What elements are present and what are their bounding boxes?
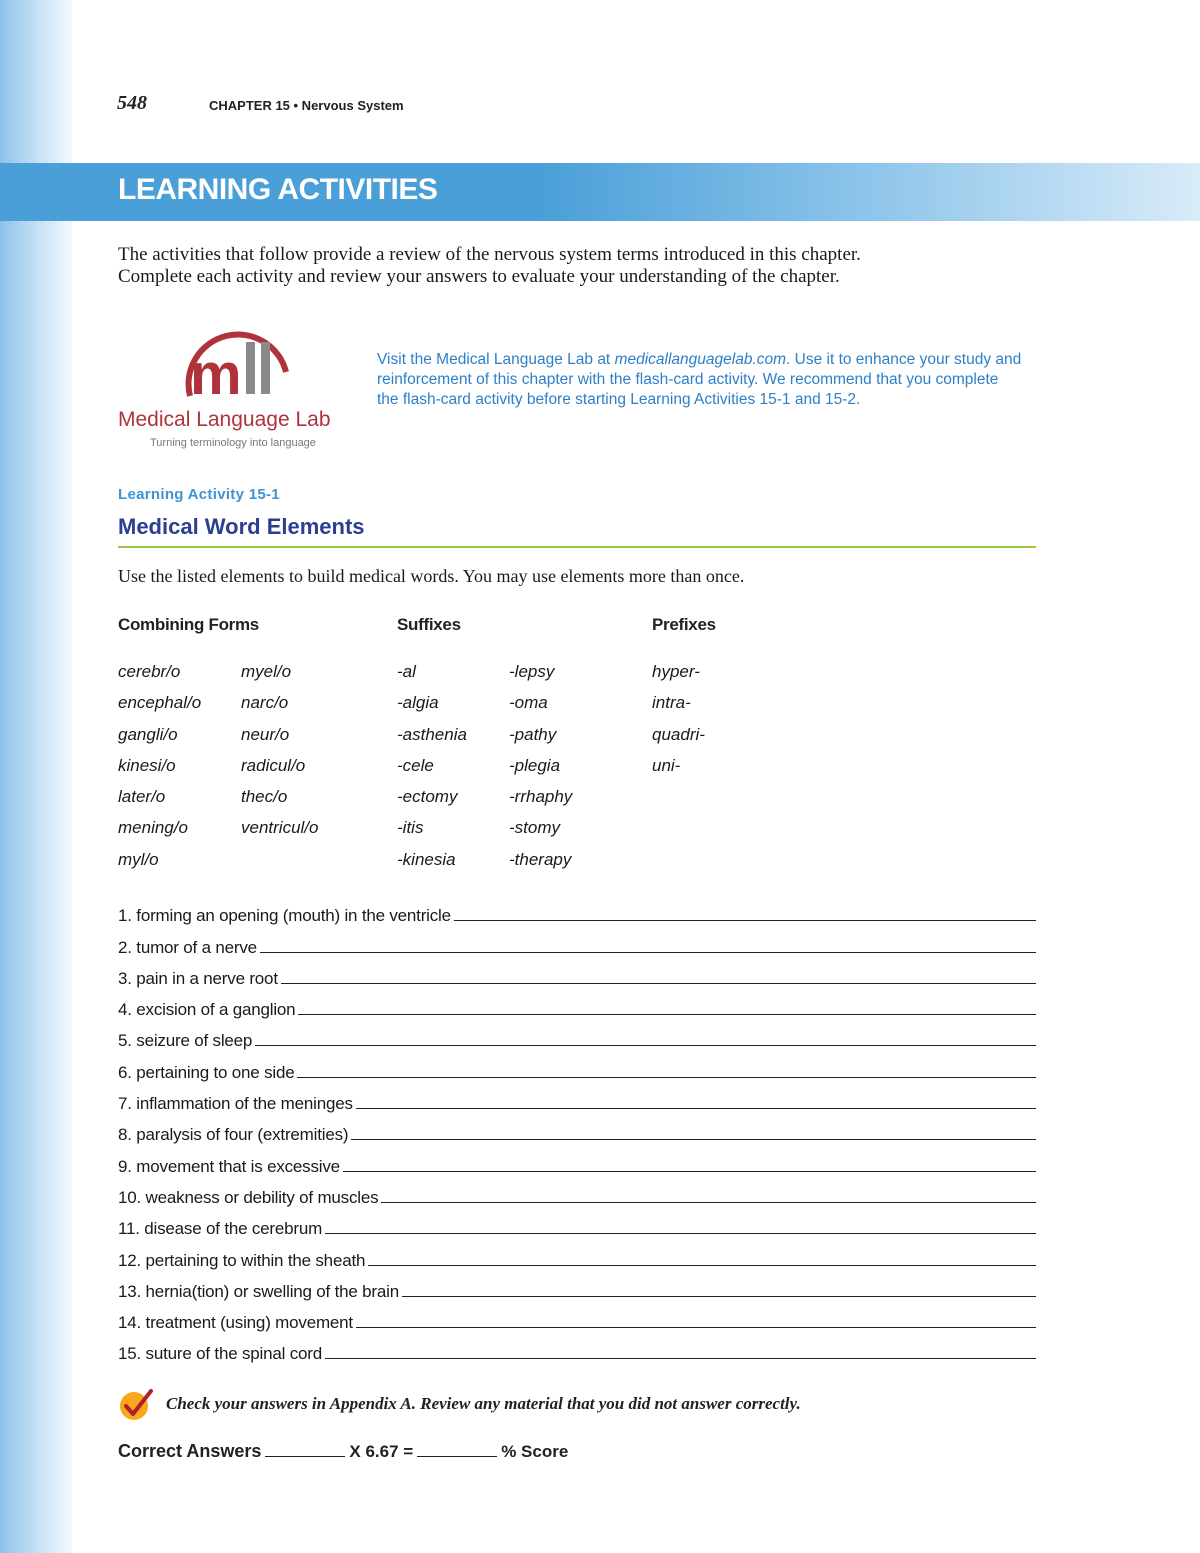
word-element: later/o <box>118 787 166 807</box>
word-element: narc/o <box>241 693 289 713</box>
word-element: encephal/o <box>118 693 202 713</box>
suffixes-column-2 <box>509 659 572 878</box>
word-element: -ectomy <box>397 787 458 807</box>
correct-answers-label: Correct Answers <box>118 1441 262 1461</box>
combining-forms-column-2 <box>241 659 318 847</box>
answer-line[interactable] <box>260 951 1036 953</box>
chapter-title: CHAPTER 15 • Nervous System <box>209 98 404 113</box>
word-element: -al <box>397 662 416 681</box>
question-row <box>118 896 1036 927</box>
word-element: -therapy <box>509 849 572 869</box>
prefixes-column <box>652 659 705 784</box>
word-element: -lepsy <box>509 662 555 681</box>
word-element: radicul/o <box>241 755 306 775</box>
answer-line[interactable] <box>255 1044 1036 1046</box>
question-text: 10. weakness or debility of muscles <box>118 1187 379 1207</box>
answer-line[interactable] <box>381 1201 1036 1203</box>
question-text: 5. seizure of sleep <box>118 1031 253 1051</box>
question-row <box>118 1272 1036 1303</box>
word-element: uni- <box>652 755 681 775</box>
suffixes-header: Suffixes <box>397 615 461 634</box>
question-list <box>118 896 1036 1365</box>
word-element: -rrhaphy <box>509 787 573 807</box>
question-text: 1. forming an opening (mouth) in the ventricle <box>118 906 451 926</box>
question-row <box>118 1021 1036 1052</box>
question-row <box>118 1334 1036 1365</box>
question-text: 3. pain in a nerve root <box>118 968 278 988</box>
logo-name: Medical Language Lab <box>118 408 331 431</box>
question-row <box>118 1146 1036 1177</box>
question-text: 12. pertaining to within the sheath <box>118 1250 366 1270</box>
activity-title: Medical Word Elements <box>118 514 365 539</box>
answer-line[interactable] <box>325 1232 1036 1234</box>
word-element: ventricul/o <box>241 818 319 838</box>
score-suffix: % Score <box>501 1442 569 1461</box>
check-answers-note <box>118 1388 1018 1422</box>
lab-note-part-2: . Use it to enhance your study and reinforcement of this chapter with the flash-card activity. We recommend that you complete the flash-card activity before starting Learning Activities 15-1 and 15-2. <box>377 351 1022 408</box>
lab-note-part-1: Visit the Medical Language Lab at <box>377 351 615 368</box>
question-row <box>118 1115 1036 1146</box>
question-text: 11. disease of the cerebrum <box>118 1219 323 1239</box>
combining-forms-column-1 <box>118 659 201 878</box>
question-text: 7. inflammation of the meninges <box>118 1094 353 1114</box>
question-text: 6. pertaining to one side <box>118 1062 295 1082</box>
activity-label: Learning Activity 15-1 <box>118 486 280 503</box>
question-text: 9. movement that is excessive <box>118 1156 340 1176</box>
question-text: 15. suture of the spinal cord <box>118 1344 322 1364</box>
word-element: -kinesia <box>397 849 456 869</box>
question-row <box>118 1178 1036 1209</box>
score-blank[interactable] <box>417 1456 497 1457</box>
word-element: -stomy <box>509 818 560 838</box>
question-row <box>118 1240 1036 1271</box>
word-element: intra- <box>652 693 691 713</box>
lab-site-link[interactable]: medicallanguagelab.com <box>614 351 787 368</box>
check-answers-text: Check your answers in Appendix A. Review any material that you did not answer correctly. <box>166 1394 801 1413</box>
answer-line[interactable] <box>325 1357 1036 1359</box>
medical-language-lab-logo <box>118 312 358 457</box>
question-row <box>118 1084 1036 1115</box>
mll-logo-icon <box>182 312 294 402</box>
word-element: thec/o <box>241 787 288 807</box>
word-element: quadri- <box>652 724 705 744</box>
question-row <box>118 959 1036 990</box>
word-element: -algia <box>397 693 439 713</box>
logo-tagline: Turning terminology into language <box>150 437 316 449</box>
answer-line[interactable] <box>454 919 1036 921</box>
score-row <box>118 1436 568 1462</box>
word-element: hyper- <box>652 662 700 681</box>
answer-line[interactable] <box>356 1107 1036 1109</box>
svg-text:m: m <box>190 342 242 402</box>
section-banner <box>0 163 1200 221</box>
word-element: -plegia <box>509 755 561 775</box>
intro-line-1: The activities that follow provide a review of the nervous system terms introduced in this chapter. <box>118 244 861 265</box>
suffixes-column-1 <box>397 659 467 878</box>
word-element: -itis <box>397 818 424 838</box>
answer-line[interactable] <box>297 1076 1036 1078</box>
intro-line-2: Complete each activity and review your answers to evaluate your understanding of the chapter. <box>118 266 840 287</box>
combining-forms-header: Combining Forms <box>118 615 259 634</box>
question-text: 13. hernia(tion) or swelling of the brain <box>118 1281 399 1301</box>
question-text: 14. treatment (using) movement <box>118 1313 353 1333</box>
title-rule <box>118 546 1036 548</box>
answer-line[interactable] <box>351 1138 1036 1140</box>
word-element: cerebr/o <box>118 662 181 681</box>
checkmark-icon <box>118 1388 154 1422</box>
question-row <box>118 1209 1036 1240</box>
question-row <box>118 1052 1036 1083</box>
word-element: -oma <box>509 693 548 713</box>
answer-line[interactable] <box>343 1170 1036 1172</box>
page-number: 548 <box>117 92 147 114</box>
word-element: gangli/o <box>118 724 178 744</box>
intro-paragraph <box>118 244 1018 288</box>
left-margin-gradient <box>0 0 72 1553</box>
word-element: -pathy <box>509 724 557 744</box>
answer-line[interactable] <box>281 982 1036 984</box>
answer-line[interactable] <box>356 1326 1036 1328</box>
question-text: 2. tumor of a nerve <box>118 937 257 957</box>
word-element: -asthenia <box>397 724 467 744</box>
answer-line[interactable] <box>402 1295 1036 1297</box>
lab-note <box>377 350 1022 410</box>
correct-answers-blank[interactable] <box>265 1456 345 1457</box>
question-text: 8. paralysis of four (extremities) <box>118 1125 349 1145</box>
question-row <box>118 990 1036 1021</box>
activity-instruction: Use the listed elements to build medical words. You may use elements more than once. <box>118 566 745 586</box>
answer-line[interactable] <box>368 1264 1036 1266</box>
question-row <box>118 1303 1036 1334</box>
answer-line[interactable] <box>298 1013 1036 1015</box>
question-row <box>118 927 1036 958</box>
word-element: kinesi/o <box>118 755 176 775</box>
score-multiplier: X 6.67 = <box>349 1442 414 1461</box>
prefixes-header: Prefixes <box>652 615 716 634</box>
word-element: -cele <box>397 755 434 775</box>
word-element: neur/o <box>241 724 290 744</box>
question-text: 4. excision of a ganglion <box>118 1000 296 1020</box>
banner-title: LEARNING ACTIVITIES <box>118 173 438 206</box>
word-element: myl/o <box>118 849 159 869</box>
word-element: myel/o <box>241 662 292 681</box>
word-element: mening/o <box>118 818 188 838</box>
